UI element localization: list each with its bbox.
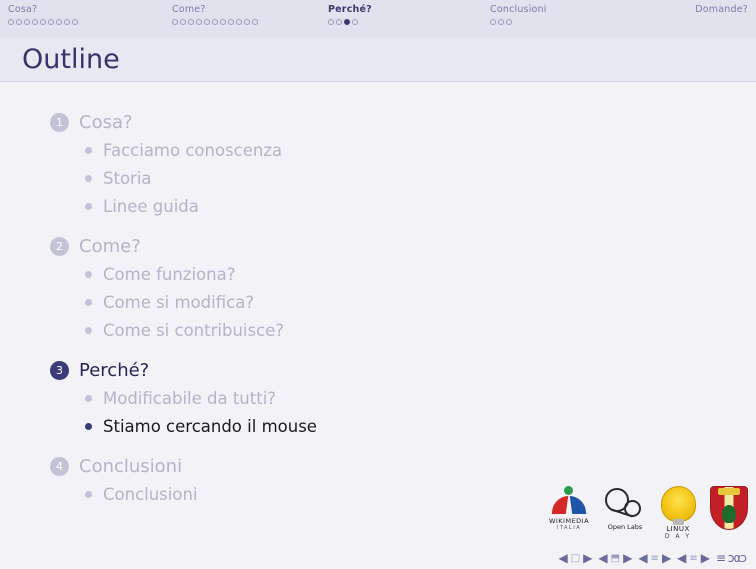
- nav-dots-come: [172, 19, 258, 25]
- openlabs-mark-icon: [601, 486, 647, 522]
- openlabs-logo-text: Open Labs: [607, 523, 643, 531]
- outline-item-label: Storia: [103, 168, 152, 188]
- outline-item-come-funziona[interactable]: [85, 260, 756, 288]
- nav-section-conclusioni[interactable]: [490, 0, 547, 25]
- bullet-icon-current: [85, 423, 92, 430]
- nav-dot[interactable]: [236, 19, 242, 25]
- nav-dot[interactable]: [336, 19, 342, 25]
- nav-dots-cosa: [8, 19, 78, 25]
- nav-dot[interactable]: [490, 19, 496, 25]
- list-icon[interactable]: ≡: [689, 552, 698, 564]
- nav-dot[interactable]: [56, 19, 62, 25]
- outline-item-come-si-modifica[interactable]: [85, 288, 756, 316]
- nav-dot[interactable]: [64, 19, 70, 25]
- navigation-bar: [0, 0, 756, 38]
- frame-icon[interactable]: □: [570, 552, 581, 564]
- nav-dot-current[interactable]: [344, 19, 350, 25]
- nav-dot[interactable]: [188, 19, 194, 25]
- outline-item-label: Come funziona?: [103, 264, 236, 284]
- section-label: Come?: [79, 235, 141, 257]
- section-number: 2: [50, 237, 69, 256]
- sponsor-logos: [543, 486, 751, 540]
- outline-item-facciamo-conoscenza[interactable]: [85, 136, 756, 164]
- nav-arrow-group-4[interactable]: [677, 551, 710, 565]
- bullet-icon: [85, 299, 92, 306]
- outline-item-label: Modificabile da tutti?: [103, 388, 277, 408]
- nav-dot[interactable]: [498, 19, 504, 25]
- nav-dot[interactable]: [220, 19, 226, 25]
- next-frame-arrow-icon[interactable]: ▶: [623, 551, 633, 565]
- section-label: Cosa?: [79, 111, 133, 133]
- outline-item-modificabile-da-tutti[interactable]: [85, 384, 756, 412]
- next-section-arrow-icon[interactable]: ▶: [700, 551, 711, 565]
- outline-section-conclusioni[interactable]: [50, 452, 756, 480]
- outline-section-perche[interactable]: [50, 356, 756, 384]
- linux-day-logo-text: LINUX: [666, 525, 690, 533]
- outline-item-stiamo-cercando-il-mouse[interactable]: [85, 412, 756, 440]
- nav-dot[interactable]: [328, 19, 334, 25]
- wikimedia-logo-subtext: ITALIA: [556, 525, 582, 531]
- linux-day-logo-subtext: D A Y: [664, 533, 692, 540]
- next-subsection-arrow-icon[interactable]: ▶: [661, 551, 672, 565]
- slide-navigation-controls[interactable]: [558, 551, 746, 565]
- outline-item-linee-guida[interactable]: [85, 192, 756, 220]
- nav-circles-icon[interactable]: ≡ ɔαɔ: [716, 551, 746, 565]
- nav-section-perche[interactable]: [328, 0, 372, 25]
- section-number: 4: [50, 457, 69, 476]
- outline-list: [0, 108, 756, 508]
- outline-item-come-si-contribuisce[interactable]: [85, 316, 756, 344]
- nav-dot[interactable]: [228, 19, 234, 25]
- nav-dots-conclusioni: [490, 19, 547, 25]
- nav-dot[interactable]: [172, 19, 178, 25]
- nav-dot[interactable]: [24, 19, 30, 25]
- nav-section-label: Cosa?: [8, 4, 38, 15]
- nav-dot[interactable]: [32, 19, 38, 25]
- outline-item-label: Come si contribuisce?: [103, 320, 285, 340]
- page-title: Outline: [22, 44, 120, 75]
- list-icon[interactable]: ≡: [650, 552, 659, 564]
- wikimedia-logo-text: WIKIMEDIA: [548, 517, 590, 525]
- nav-dot[interactable]: [196, 19, 202, 25]
- openlabs-logo: [601, 486, 649, 536]
- nav-arrow-group-3[interactable]: [638, 551, 671, 565]
- bullet-icon: [85, 203, 92, 210]
- nav-section-cosa[interactable]: [8, 0, 78, 25]
- spacer: [0, 344, 756, 356]
- frame-icon[interactable]: ⬒: [610, 552, 621, 564]
- nav-dot[interactable]: [16, 19, 22, 25]
- spacer: [0, 220, 756, 232]
- outline-item-storia[interactable]: [85, 164, 756, 192]
- nav-dot[interactable]: [204, 19, 210, 25]
- prev-slide-arrow-icon[interactable]: ◀: [558, 551, 568, 565]
- nav-dot[interactable]: [252, 19, 258, 25]
- nav-dot[interactable]: [8, 19, 14, 25]
- nav-section-label: Come?: [172, 4, 206, 15]
- nav-dot[interactable]: [40, 19, 46, 25]
- nav-dot[interactable]: [506, 19, 512, 25]
- prev-section-arrow-icon[interactable]: ◀: [677, 551, 687, 565]
- nav-dot[interactable]: [244, 19, 250, 25]
- section-number: 1: [50, 113, 69, 132]
- bullet-icon: [85, 147, 92, 154]
- nav-dot[interactable]: [180, 19, 186, 25]
- outline-item-label: Conclusioni: [103, 484, 198, 504]
- crest-shield-icon: [710, 486, 748, 530]
- nav-dot[interactable]: [48, 19, 54, 25]
- nav-dot[interactable]: [352, 19, 358, 25]
- nav-section-domande[interactable]: [695, 0, 748, 19]
- lightbulb-icon: [661, 486, 696, 522]
- outline-item-label: Linee guida: [103, 196, 199, 216]
- prev-subsection-arrow-icon[interactable]: ◀: [638, 551, 648, 565]
- outline-section-cosa[interactable]: [50, 108, 756, 136]
- section-number: 3: [50, 361, 69, 380]
- nav-arrow-group-1[interactable]: [558, 551, 592, 565]
- bullet-icon: [85, 175, 92, 182]
- nav-section-label: Perché?: [328, 4, 372, 15]
- spacer: [0, 440, 756, 452]
- bullet-icon: [85, 395, 92, 402]
- nav-section-come[interactable]: [172, 0, 258, 25]
- outline-item-label: Facciamo conoscenza: [103, 140, 283, 160]
- section-label: Conclusioni: [79, 455, 183, 477]
- outline-item-label: Come si modifica?: [103, 292, 255, 312]
- nav-dot[interactable]: [72, 19, 78, 25]
- nav-dot[interactable]: [212, 19, 218, 25]
- outline-item-label: Stiamo cercando il mouse: [103, 416, 317, 436]
- next-slide-arrow-icon[interactable]: ▶: [583, 551, 593, 565]
- bullet-icon: [85, 327, 92, 334]
- wikimedia-italia-logo: [543, 486, 595, 536]
- wikimedia-mark-icon: [552, 486, 586, 516]
- prev-frame-arrow-icon[interactable]: ◀: [598, 551, 608, 565]
- outline-section-come[interactable]: [50, 232, 756, 260]
- nav-section-label: Domande?: [695, 4, 748, 15]
- section-label: Perché?: [79, 359, 150, 381]
- bullet-icon: [85, 271, 92, 278]
- nav-arrow-group-2[interactable]: [598, 551, 632, 565]
- linux-day-logo: [655, 486, 701, 540]
- nav-section-label: Conclusioni: [490, 4, 547, 15]
- comune-crest-logo: [707, 486, 751, 536]
- bullet-icon: [85, 491, 92, 498]
- nav-dots-perche: [328, 19, 372, 25]
